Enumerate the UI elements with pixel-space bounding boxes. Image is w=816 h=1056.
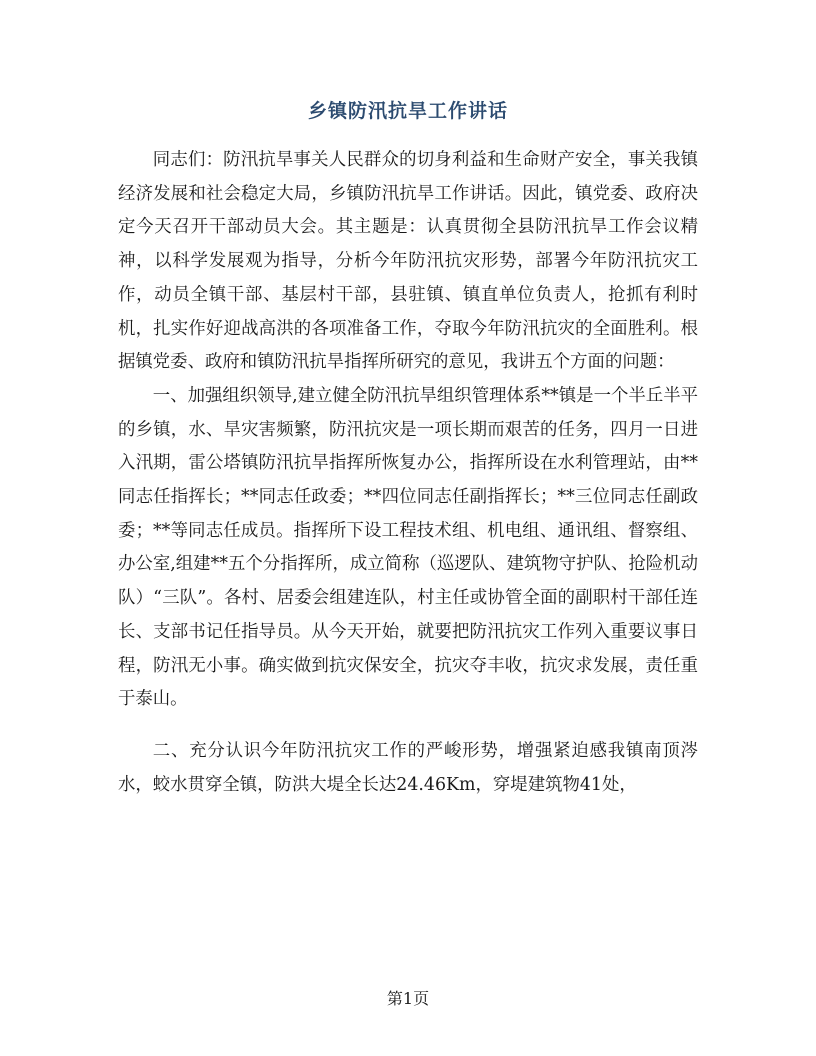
page-number: 第1页	[386, 989, 430, 1008]
paragraph-section-1: 一、加强组织领导,建立健全防汛抗旱组织管理体系**镇是一个半丘半平的乡镇，水、旱灾害频繁，防汛抗灾是一项长期而艰苦的任务，四月一日进入汛期，雷公塔镇防汛抗旱指挥所恢复办公，指挥所设在水利管理站，由**同志任指挥长；**同志任政委；**四位同志任副指挥长；**三位同志任副政委；**等同志任成员。指挥所下设工程技术组、机电组、通讯组、督察组、办公室,组建**五个分指挥所，成立简称（巡逻队、建筑物守护队、抢险机动队）“三队”。各村、居委会组建连队，村主任或协管全面的副职村干部任连长、支部书记任指导员。从今天开始，就要把防汛抗灾工作列入重要议事日程，防汛无小事。确实做到抗灾保安全，抗灾夺丰收，抗灾求发展，责任重于泰山。	[118, 385, 698, 710]
document-title: 乡镇防汛抗旱工作讲话	[307, 100, 508, 122]
paragraph-section-2: 二、充分认识今年防汛抗灾工作的严峻形势，增强紧迫感我镇南顶涔水，蛟水贯穿全镇，防洪大堤全长达24.46Km，穿堤建筑物41处，	[118, 740, 698, 795]
document-body	[118, 144, 698, 802]
paragraph-opening: 同志们：防汛抗旱事关人民群众的切身利益和生命财产安全，事关我镇经济发展和社会稳定大局，乡镇防汛抗旱工作讲话。因此，镇党委、政府决定今天召开干部动员大会。其主题是：认真贯彻全县防汛抗旱工作会议精神，以科学发展观为指导，分析今年防汛抗灾形势，部署今年防汛抗灾工作，动员全镇干部、基层村干部，县驻镇、镇直单位负责人，抢抓有利时机，扎实作好迎战高洪的各项准备工作，夺取今年防汛抗灾的全面胜利。根据镇党委、政府和镇防汛抗旱指挥所研究的意见，我讲五个方面的问题：	[118, 150, 698, 373]
